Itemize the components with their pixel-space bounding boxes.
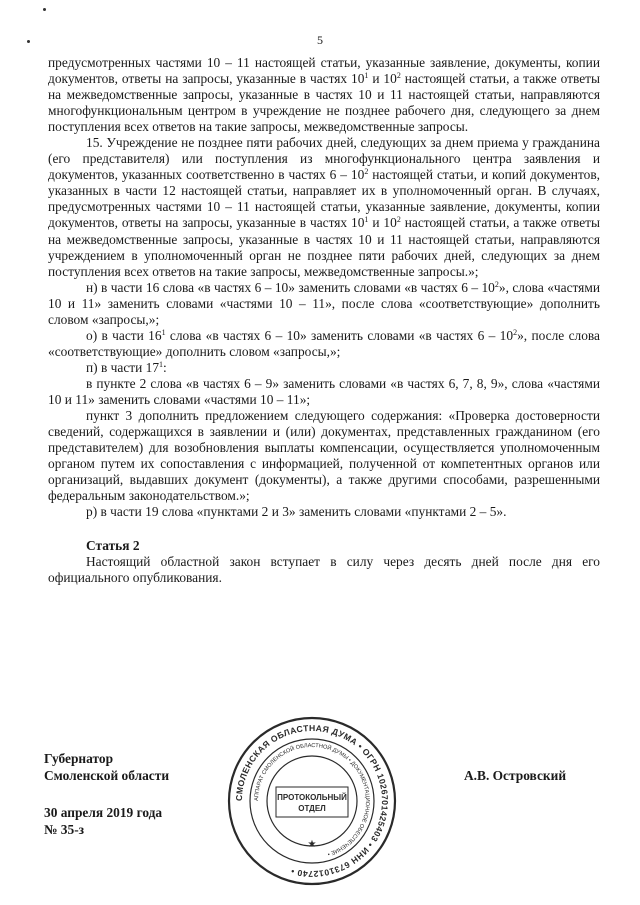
body-paragraph: пункт 3 дополнить предложением следующего содержания: «Проверка достоверности сведений, содержащихся в заявлении и (или) документах, представленных гражданином (его представителем) для возобновления выплаты компенсации, осуществляется уполномоченным органом путем их сопоставления с информацией, полученной от компетентных органов или организаций, выдавших документ (документы), а также другими способами, разрешенными федеральным законодательством.»; xyxy=(48,408,600,504)
scan-speck xyxy=(43,8,46,11)
body-paragraph: в пункте 2 слова «в частях 6 – 9» заменить словами «в частях 6, 7, 8, 9», слова «частями 10 и 11» заменить словами «частями 10 – 11»; xyxy=(48,375,600,407)
paragraph-list xyxy=(48,55,600,520)
body-paragraph: предусмотренных частями 10 – 11 настоящей статьи, указанные заявление, документы, копии документов, ответы на запросы, указанные в частях $10^1$ и $10^2$ настоящей статьи, а также ответы на межведомственные запросы, указанные в частях 10 и 11 настоящей статьи, направляются многофункциональным центром в учреждение не позднее рабочего дня, следующего за днем поступления всех ответов на такие запросы, межведомственные запросы. xyxy=(48,55,600,135)
official-stamp xyxy=(226,715,398,887)
stamp-center-line: ОТДЕЛ xyxy=(298,804,326,813)
article-title: Статья 2 xyxy=(86,538,140,554)
governor-title xyxy=(44,750,169,784)
body-paragraph: р) в части 19 слова «пунктами 2 и 3» заменить словами «пунктами 2 – 5». xyxy=(86,504,507,520)
article-text: Настоящий областной закон вступает в силу через десять дней после дня его официального опубликования. xyxy=(48,554,600,586)
signing-info xyxy=(44,804,162,838)
body-paragraph: 15. Учреждение не позднее пяти рабочих дней, следующих за днем приема у гражданина (его представителя) или поступления из многофункционального центра заявления и документов, указанных соответственно в частях $6 - 10^2$ настоящей статьи, и копий документов, указанных в части 12 настоящей статьи, направляет их в уполномоченный орган. В случаях, предусмотренных частями 10 – 11 настоящей статьи, указанные заявление, документы, копии документов, ответы на запросы, указанные в частях $10^1$ и $10^2$ настоящей статьи, а также ответы на межведомственные запросы, указанные в частях 10 и 11 настоящей статьи, направляются учреждением в уполномоченный орган не позднее пяти рабочих дней, следующих за днем поступления всех ответов на такие запросы, межведомственные запросы.»; xyxy=(48,135,600,279)
signing-date: 30 апреля 2019 года xyxy=(44,805,163,820)
stamp-center-line: ПРОТОКОЛЬНЫЙ xyxy=(277,793,347,802)
body-paragraph: н) в части 16 слова «в частях 6 – 10» заменить словами «в частях $6 - 10^2$», слова «частями 10 и 11» заменить словами «частями 10 – 11», после слова «соответствующие» дополнить словом «запросы,»; xyxy=(48,279,600,327)
law-number: № 35-з xyxy=(44,822,85,837)
body-paragraph: о) в части $16^1$ слова «в частях 6 – 10» заменить словами «в частях $6 - 10^2$», после слова «соответствующие» дополнить словом «запросы,»; xyxy=(48,327,600,359)
body-paragraph: п) в части $17^1$: xyxy=(86,359,167,375)
stamp-star: ★ xyxy=(307,839,317,850)
signer-name: А.В. Островский xyxy=(464,768,567,783)
stamp-inner-text: АППАРАТ СМОЛЕНСКОЙ ОБЛАСТНОЙ ДУМЫ • ДОКУМЕНТАЦИОННОЕ ОБЕСПЕЧЕНИЕ • xyxy=(253,742,371,857)
governor-title-line: Губернатор xyxy=(44,751,114,766)
stamp-outer-text: СМОЛЕНСКАЯ ОБЛАСТНАЯ ДУМА • ОГРН 1026701425403 • ИНН 6731012740 • xyxy=(233,722,391,880)
governor-title-line: Смоленской области xyxy=(44,768,170,783)
page-number: 5 xyxy=(317,33,323,47)
document-body xyxy=(48,55,600,587)
